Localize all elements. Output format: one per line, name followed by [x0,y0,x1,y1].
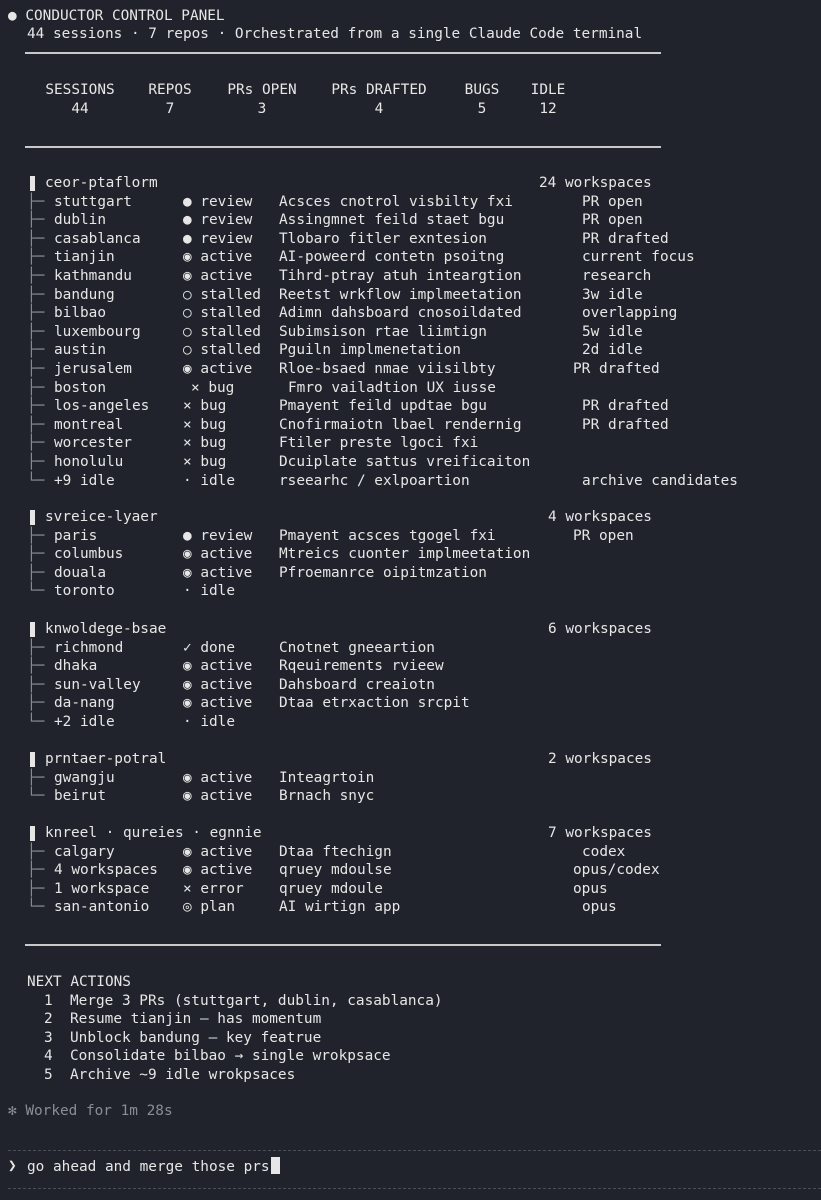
stat-value: 7 [165,101,175,117]
repo-workspace-count: 4 workspaces [548,509,652,525]
divider [25,944,661,946]
workspace-name: calgary [54,843,115,860]
workspace-name: kathmandu [54,268,132,284]
workspace-task: Adimn dahsboard cnosoildated [279,305,522,322]
tree-branch: ├─ [27,361,45,377]
workspace-task: Acsces cnotrol visbilty fxi [279,193,513,210]
workspace-note: PR open [582,212,643,229]
workspace-name: casablanca [54,230,141,247]
divider [25,146,661,148]
workspace-row[interactable] [27,341,807,360]
workspace-name: montreal [54,416,124,433]
workspace-row[interactable] [27,323,807,342]
tree-branch: ├─ [27,769,45,786]
workspace-name: da-nang [54,695,115,712]
workspace-row[interactable] [27,230,807,249]
next-action-item [27,1066,627,1085]
workspace-status: ● review [183,193,253,210]
workspace-status: × error [183,880,244,897]
workspace-status: ◉ active [183,658,253,675]
action-text: Unblock bandung — key featrue [70,1029,322,1046]
workspace-status: ◉ active [183,695,253,712]
workspace-task: Fmro vailadtion UX iusse [288,379,496,396]
workspace-row[interactable] [27,416,807,435]
workspace-row[interactable] [27,843,807,862]
repo-marker [30,826,35,841]
stat-label: BUGS [464,82,500,98]
tree-branch: ├─ [27,305,45,322]
workspace-status: ● review [183,212,253,229]
workspace-row[interactable] [27,898,807,917]
workspace-note: archive candidates [582,472,738,489]
workspace-status: ○ stalled [183,286,261,303]
workspace-task: Rloe-bsaed nmae viisilbty [279,361,496,377]
workspace-status: ◉ active [183,546,253,563]
repo-name: ceor-ptaflorm [45,175,158,191]
workspace-note: PR open [582,193,643,210]
next-action-item [27,1010,627,1029]
repo-name: knreel · qureies · egnnie [45,825,262,841]
workspace-name: +2 idle [54,714,115,730]
workspace-task: AI-poweerd contetn psoitng [279,249,505,266]
repo-workspace-count: 2 workspaces [548,751,652,767]
workspace-task: Subimsison rtae liimtign [279,323,487,340]
workspace-name: jerusalem [54,361,132,377]
workspace-status: ◉ active [183,769,253,786]
tree-branch: ├─ [27,230,45,247]
workspace-task: Dtaa etrxaction srcpit [279,695,470,712]
tree-branch: ├─ [27,658,45,675]
workspace-task: Tihrd-ptray atuh inteargtion [279,268,522,284]
workspace-task: Inteagrtoin [279,769,375,786]
next-action-item [27,992,627,1011]
workspace-name: bandung [54,286,115,303]
workspace-row[interactable] [27,880,807,899]
workspace-task: Assingmnet feild staet bgu [279,212,505,229]
workspace-task: Reetst wrkflow implmeetation [279,286,522,303]
repo-marker [30,622,35,637]
workspace-task: Mtreics cuonter implmeetation [279,546,531,563]
workspace-task: Pmayent acsces tgogel fxi [279,527,496,544]
tree-branch: ├─ [27,249,45,266]
workspace-status: × bug [183,416,227,433]
workspace-row[interactable] [27,713,807,732]
action-text: Archive ~9 idle wrokpsaces [70,1067,296,1083]
workspace-row[interactable] [27,582,807,601]
workspace-name: columbus [54,546,124,563]
workspace-name: 1 workspace [54,880,150,897]
workspace-row[interactable] [27,397,807,416]
tree-branch: ├─ [27,564,45,581]
workspace-status: ● review [183,527,253,544]
stat-label: PRs DRAFTED [331,82,427,98]
workspace-task: Ftiler preste lgoci fxi [279,435,479,452]
tree-branch: ├─ [27,193,45,210]
workspace-name: luxembourg [54,323,141,340]
workspace-name: dublin [54,212,106,229]
action-number: 3 [44,1029,53,1046]
workspace-note: opus [573,880,608,897]
next-action-item [27,1047,627,1066]
workspace-status: ○ stalled [183,323,261,340]
repo-name: knwoldege-bsae [45,621,167,637]
workspace-row[interactable] [27,434,807,453]
workspace-row[interactable] [27,304,807,323]
workspace-name: worcester [54,435,132,452]
workspace-name: douala [54,564,106,581]
tree-branch: ├─ [27,527,45,544]
workspace-status: ◉ active [183,564,253,581]
workspace-status: ○ stalled [183,342,261,359]
workspace-note: opus [582,899,617,916]
tree-branch: ├─ [27,880,45,897]
repo-name: prntaer-potral [45,751,167,767]
workspace-row[interactable] [27,360,807,379]
workspace-note: PR drafted [582,230,669,247]
workspace-note: PR open [573,527,634,544]
workspace-row[interactable] [27,286,807,305]
tree-branch: ├─ [27,398,45,415]
tree-branch: └─ [27,472,45,489]
panel-title: ● CONDUCTOR CONTROL PANEL [8,8,225,24]
tree-branch: ├─ [27,695,45,712]
workspace-status: × bug [191,379,235,396]
workspace-row[interactable] [27,193,807,212]
repo-header[interactable] [27,824,787,843]
workspace-note: PR drafted [582,398,669,415]
tree-branch: ├─ [27,546,45,563]
workspace-name: los-angeles [54,398,150,415]
workspace-status: × bug [183,454,227,470]
workspace-note: research [582,268,652,284]
workspace-status: ◉ active [183,361,253,377]
workspace-row[interactable] [27,676,807,695]
repo-workspace-count: 7 workspaces [548,825,652,841]
workspace-task: Pmayent feild updtae bgu [279,398,487,415]
workspace-row[interactable] [27,211,807,230]
workspace-status: ◉ active [183,676,253,693]
repo-header[interactable] [27,750,787,769]
repo-header[interactable] [27,508,787,527]
workspace-task: AI wirtign app [279,899,401,916]
action-text: Merge 3 PRs (stuttgart, dublin, casablanca) [70,992,443,1009]
tree-branch: └─ [27,583,45,600]
tree-branch: ├─ [27,416,45,433]
workspace-name: richmond [54,639,124,656]
workspace-name: stuttgart [54,193,132,210]
workspace-task: Tlobaro fitler exntesion [279,230,487,247]
stat-label: IDLE [530,82,566,98]
repo-marker [30,510,35,525]
workspace-note: 5w idle [582,323,643,340]
action-text: Resume tianjin — has momentum [70,1011,322,1028]
workspace-row[interactable] [27,787,807,806]
workspace-status: ◉ active [183,843,253,860]
workspace-row[interactable] [27,379,807,398]
workspace-name: boston [54,379,106,396]
workspace-status: ◉ active [183,249,253,266]
workspace-task: Dahsboard creaiotn [279,676,435,693]
workspace-row[interactable] [27,694,807,713]
workspace-name: beirut [54,788,106,805]
tree-branch: ├─ [27,639,45,656]
workspace-row[interactable] [27,545,807,564]
workspace-row[interactable] [27,472,807,491]
next-action-item [27,1029,627,1048]
stat-value: 4 [374,101,384,117]
tree-branch: ├─ [27,435,45,452]
workspace-task: Brnach snyc [279,788,375,805]
workspace-row[interactable] [27,657,807,676]
tree-branch: ├─ [27,676,45,693]
workspace-status: ◉ active [183,788,253,805]
workspace-task: Cnotnet gneeartion [279,639,435,656]
stat-label: SESSIONS [45,82,115,98]
tree-branch: ├─ [27,212,45,229]
workspace-row[interactable] [27,861,807,880]
workspace-row[interactable] [27,453,807,472]
workspace-name: honolulu [54,454,124,470]
workspace-status: ◉ active [183,862,253,879]
workspace-row[interactable] [27,267,807,286]
tree-branch: ├─ [27,379,45,396]
workspace-name: austin [54,342,106,359]
workspace-row[interactable] [27,639,807,658]
tree-branch: ├─ [27,323,45,340]
next-actions-title: NEXT ACTIONS [27,974,131,990]
stat-label: REPOS [148,82,192,98]
tree-branch: ├─ [27,862,45,879]
repo-marker [30,176,35,191]
tree-branch: ├─ [27,454,45,470]
workspace-task: Cnofirmaiotn lbael rendernig [279,416,522,433]
workspace-name: +9 idle [54,472,115,489]
workspace-note: overlapping [582,305,678,322]
prompt-chevron-icon: ❯ [8,1158,17,1174]
stat-value: 44 [71,101,89,117]
tree-branch: ├─ [27,342,45,359]
workspace-name: sun-valley [54,676,141,693]
workspace-name: dhaka [54,658,98,675]
workspace-task: Dcuiplate sattus vreificaiton [279,454,531,470]
panel-subtitle: 44 sessions · 7 repos · Orchestrated from a single Claude Code terminal [27,26,643,42]
workspace-name: gwangju [54,769,115,786]
workspace-row[interactable] [27,564,807,583]
repo-marker [30,752,35,767]
repo-workspace-count: 6 workspaces [548,621,652,637]
repo-workspace-count: 24 workspaces [539,175,652,191]
workspace-note: 2d idle [582,342,643,359]
workspace-status: × bug [183,435,227,452]
tree-branch: ├─ [27,843,45,860]
workspace-row[interactable] [27,248,807,267]
workspace-name: toronto [54,583,115,600]
divider [25,52,661,54]
tree-branch: └─ [27,788,45,805]
workspace-status: · idle [183,583,235,600]
workspace-name: paris [54,527,98,544]
action-text: Consolidate bilbao → single wrokpsace [70,1048,391,1065]
workspace-note: PR drafted [573,361,660,377]
workspace-status: ● review [183,230,253,247]
workspace-task: Dtaa ftechign [279,843,392,860]
workspace-status: ◉ active [183,268,253,284]
workspace-row[interactable] [27,527,807,546]
workspace-name: 4 workspaces [54,862,158,879]
workspace-note: codex [582,843,626,860]
repo-header[interactable] [27,620,787,639]
workspace-note: opus/codex [573,862,660,879]
prompt-bottom-border [8,1188,821,1189]
stat-label: PRs OPEN [227,82,297,98]
workspace-status: · idle [183,472,235,489]
worked-duration: ✻ Worked for 1m 28s [8,1103,173,1119]
workspace-name: san-antonio [54,899,150,916]
workspace-task: qruey mdoule [279,880,383,897]
prompt-input[interactable] [27,1157,280,1177]
action-number: 4 [44,1048,53,1065]
workspace-note: PR drafted [582,416,669,433]
workspace-status: ✓ done [183,639,235,656]
workspace-note: current focus [582,249,695,266]
prompt-top-border [8,1150,821,1151]
repo-name: svreice-lyaer [45,509,158,525]
workspace-status: ◎ plan [183,899,235,916]
workspace-note: 3w idle [582,286,643,303]
action-number: 2 [44,1011,53,1028]
text-cursor [271,1157,280,1174]
tree-branch: ├─ [27,286,45,303]
workspace-status: ○ stalled [183,305,261,322]
stat-value: 12 [539,101,557,117]
tree-branch: ├─ [27,268,45,284]
workspace-row[interactable] [27,769,807,788]
repo-header[interactable] [27,174,787,193]
workspace-task: rseearhc / exlpoartion [279,472,470,489]
action-number: 1 [44,992,53,1009]
stat-value: 3 [257,101,267,117]
workspace-task: Rqeuirements rvieew [279,658,444,675]
workspace-status: × bug [183,398,227,415]
workspace-status: · idle [183,714,235,730]
prompt-line[interactable] [8,1157,808,1176]
workspace-task: Pfroemanrce oipitmzation [279,564,487,581]
action-number: 5 [44,1067,53,1083]
tree-branch: └─ [27,714,45,730]
stat-value: 5 [477,101,487,117]
workspace-name: tianjin [54,249,115,266]
workspace-task: Pguiln implmenetation [279,342,461,359]
prompt-input-text: go ahead and merge those prs [27,1159,270,1175]
workspace-name: bilbao [54,305,106,322]
workspace-task: qruey mdoulse [279,862,392,879]
tree-branch: └─ [27,899,45,916]
